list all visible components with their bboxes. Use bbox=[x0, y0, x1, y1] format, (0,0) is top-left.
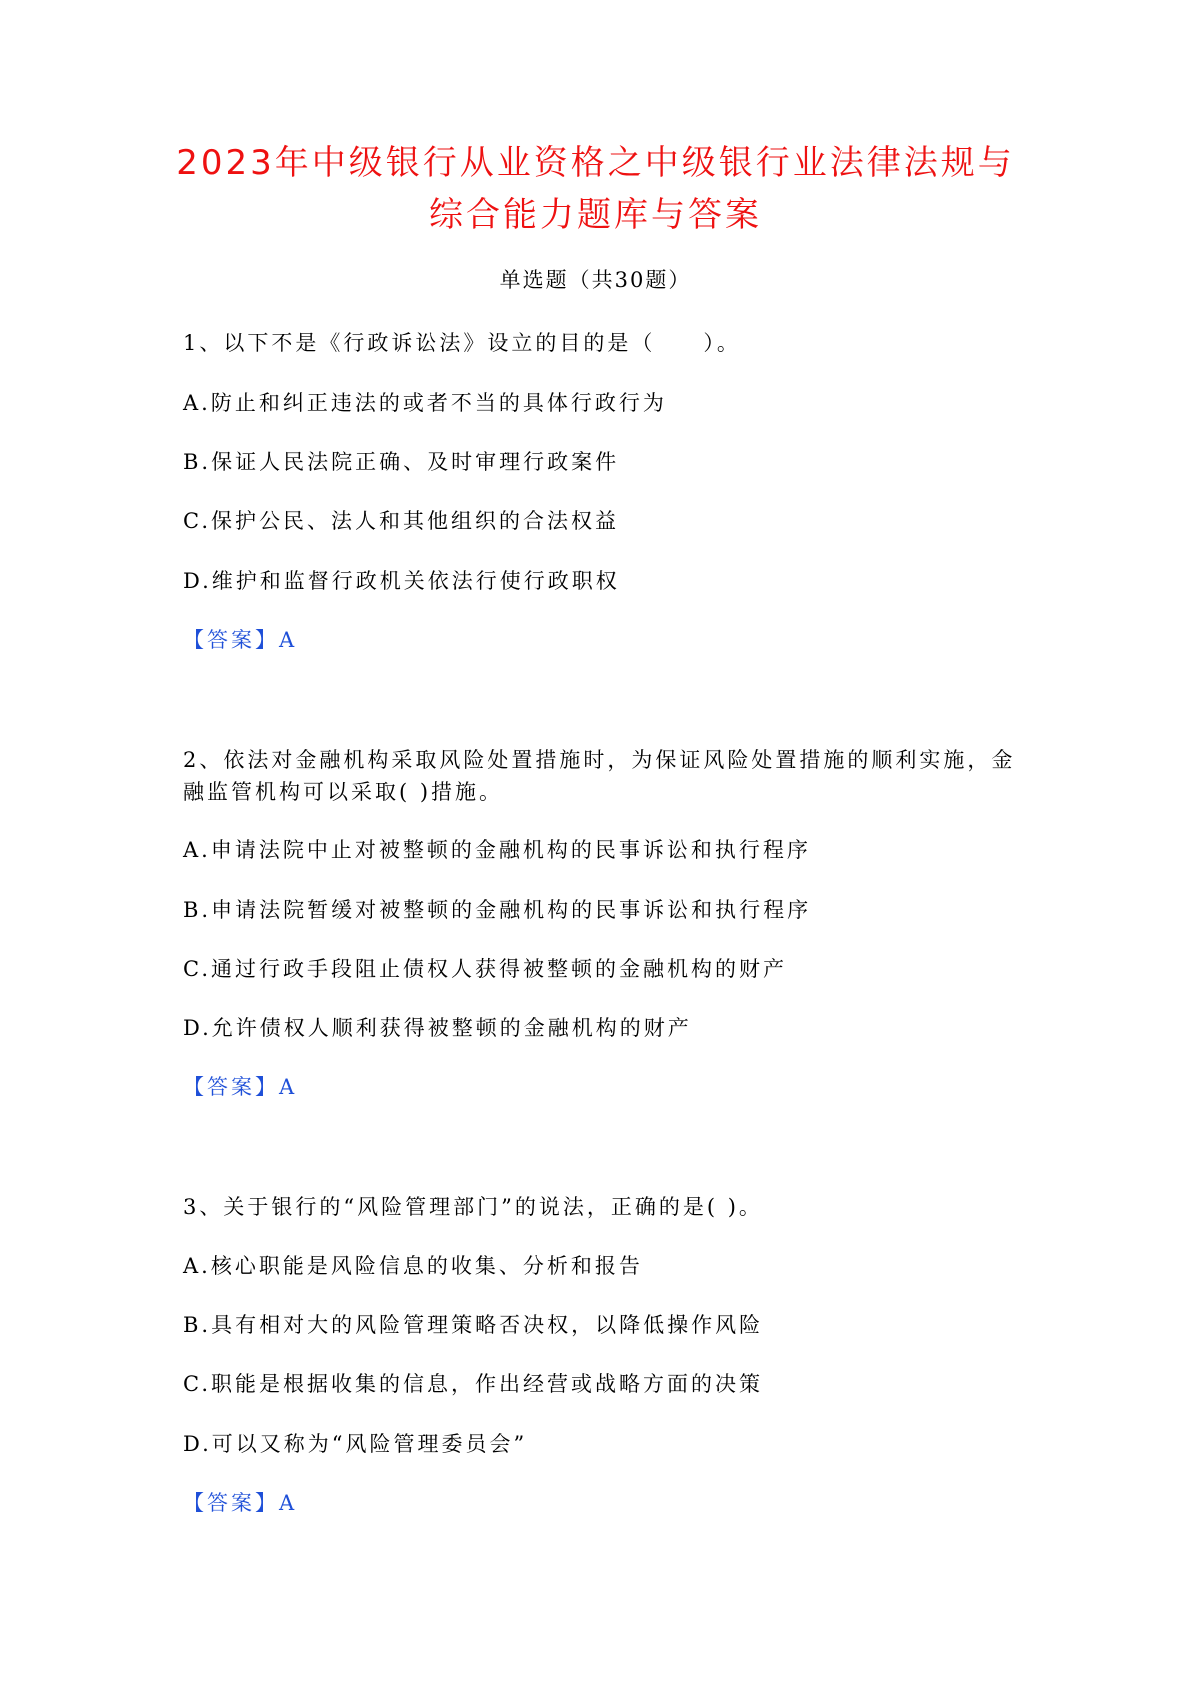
question-3-answer: 【答案】A bbox=[183, 1491, 298, 1515]
question-2-stem-line-1: 2、依法对金融机构采取风险处置措施时，为保证风险处置措施的顺利实施，金 bbox=[183, 748, 1016, 772]
question-1-option-c: C.保护公民、法人和其他组织的合法权益 bbox=[183, 509, 619, 533]
question-1-answer: 【答案】A bbox=[183, 628, 298, 652]
question-3-option-d: D.可以又称为“风险管理委员会” bbox=[183, 1432, 528, 1456]
question-1-option-b: B.保证人民法院正确、及时审理行政案件 bbox=[183, 450, 620, 474]
question-2-option-c: C.通过行政手段阻止债权人获得被整顿的金融机构的财产 bbox=[183, 957, 787, 981]
question-2-option-a: A.申请法院中止对被整顿的金融机构的民事诉讼和执行程序 bbox=[183, 838, 811, 862]
question-1-stem: 1、以下不是《行政诉讼法》设立的目的是（ ）。 bbox=[183, 331, 741, 355]
question-1-option-d: D.维护和监督行政机关依法行使行政职权 bbox=[183, 569, 620, 593]
section-heading: 单选题（共30题） bbox=[499, 268, 692, 292]
question-3-option-c: C.职能是根据收集的信息，作出经营或战略方面的决策 bbox=[183, 1372, 763, 1396]
question-2-option-d: D.允许债权人顺利获得被整顿的金融机构的财产 bbox=[183, 1016, 692, 1040]
question-2-option-b: B.申请法院暂缓对被整顿的金融机构的民事诉讼和执行程序 bbox=[183, 898, 812, 922]
question-3-option-a: A.核心职能是风险信息的收集、分析和报告 bbox=[183, 1254, 643, 1278]
question-3-stem: 3、关于银行的“风险管理部门”的说法，正确的是( )。 bbox=[183, 1195, 763, 1219]
question-2-answer: 【答案】A bbox=[183, 1075, 298, 1099]
page-title-line-1: 2023年中级银行从业资格之中级银行业法律法规与 bbox=[176, 143, 1015, 183]
question-2-stem-line-2: 融监管机构可以采取( )措施。 bbox=[183, 780, 504, 804]
question-3-option-b: B.具有相对大的风险管理策略否决权，以降低操作风险 bbox=[183, 1313, 764, 1337]
page-title-line-2: 综合能力题库与答案 bbox=[429, 195, 762, 235]
question-1-option-a: A.防止和纠正违法的或者不当的具体行政行为 bbox=[183, 391, 667, 415]
